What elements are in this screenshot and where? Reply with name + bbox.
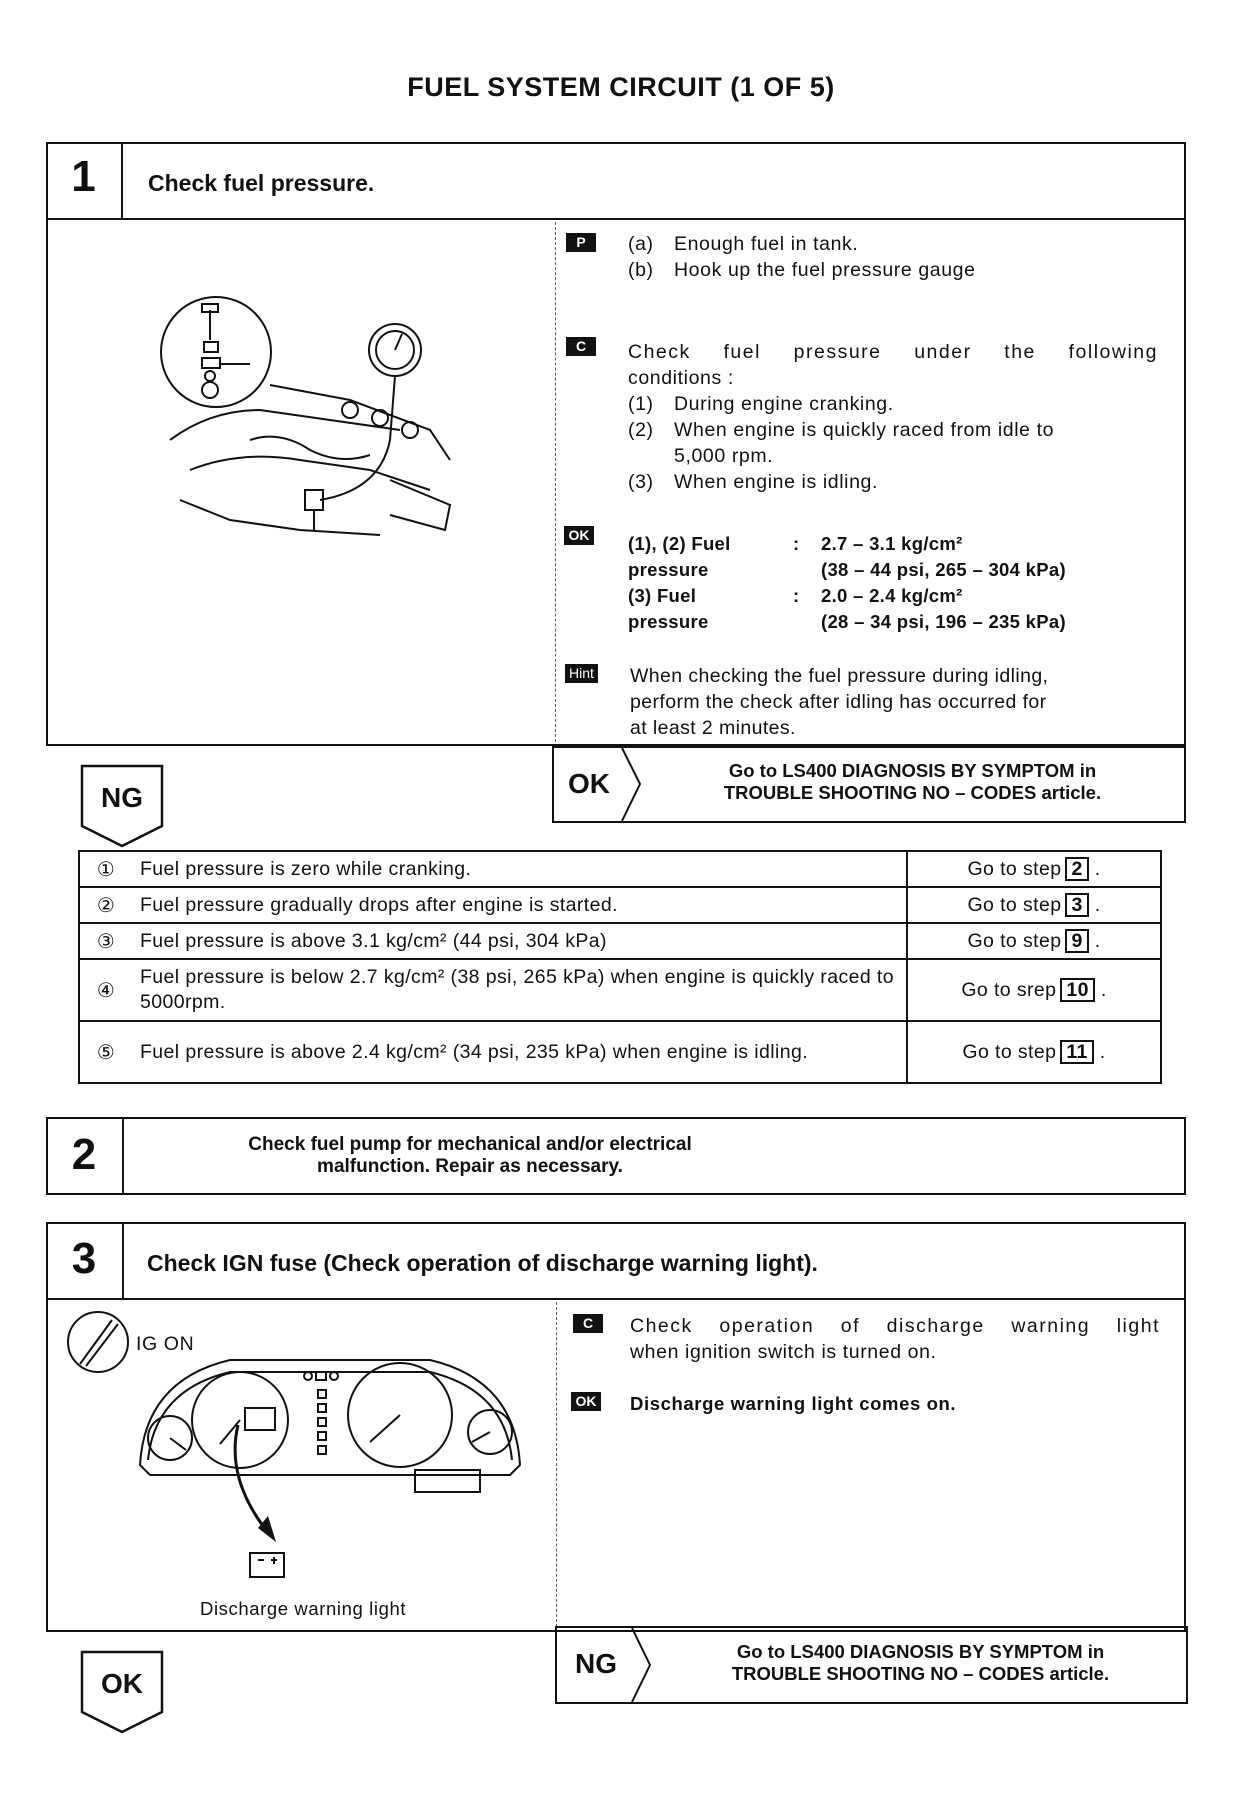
table-row: ④ Fuel pressure is below 2.7 kg/cm² (38 psi, 265 kPa) when engine is quickly raced to 5000rpm. Go to srep 10 . (79, 959, 1161, 1021)
step-link[interactable]: 9 (1065, 929, 1088, 953)
step3-number: 3 (71, 1234, 97, 1283)
page-title: FUEL SYSTEM CIRCUIT (1 OF 5) (407, 72, 835, 102)
ng-label: NG (101, 782, 143, 813)
step3-check-text: Check operation of discharge warning light when ignition switch is turned on. (630, 1315, 1160, 1363)
table-row: ① Fuel pressure is zero while cranking. Go to step 2 . (79, 851, 1161, 887)
fuel-pressure-gauge-illustration (150, 290, 470, 550)
step2-text: Check fuel pump for mechanical and/or electrical malfunction. Repair as necessary. (248, 1134, 692, 1177)
check-badge: C (573, 1314, 603, 1333)
list-item: (3) When engine is idling. (628, 471, 878, 493)
instrument-cluster-illustration (130, 1320, 530, 1600)
ok-label: OK (568, 768, 610, 799)
step3-heading: Check IGN fuse (Check operation of discharge warning light). (147, 1250, 818, 1276)
prep-badge: P (566, 233, 596, 252)
ng-label: NG (575, 1648, 617, 1679)
ok-badge: OK (564, 526, 594, 545)
ng-goto-text: Go to LS400 DIAGNOSIS BY SYMPTOM in TROUBLE SHOOTING NO – CODES article. (731, 1641, 1110, 1684)
ok-badge: OK (571, 1392, 601, 1411)
ok-label: OK (101, 1668, 143, 1699)
pressure-spec: (1), (2) Fuel : 2.7 – 3.1 kg/cm² pressure (38 – 44 psi, 265 – 304 kPa) (3) Fuel : 2.0 – 2.4 kg/cm² pressure (28 – 34 psi, 196 – 235 kPa) (628, 533, 1066, 632)
list-item: (a) Enough fuel in tank. (628, 233, 859, 255)
step-link[interactable]: 10 (1060, 978, 1095, 1002)
hint-text: When checking the fuel pressure during idling, perform the check after idling has occurred for at least 2 minutes. (630, 665, 1049, 739)
ok-goto-text: Go to LS400 DIAGNOSIS BY SYMPTOM in TROUBLE SHOOTING NO – CODES article. (723, 760, 1102, 803)
prep-list (628, 231, 1158, 283)
table-row: ② Fuel pressure gradually drops after engine is started. Go to step 3 . (79, 887, 1161, 923)
table-row: ③ Fuel pressure is above 3.1 kg/cm² (44 psi, 304 kPa) Go to step 9 . (79, 923, 1161, 959)
step-link[interactable]: 11 (1060, 1040, 1093, 1064)
ig-on-label: IG ON (136, 1333, 195, 1355)
list-item: (2) When engine is quickly raced from idle to (628, 419, 1055, 441)
step2-number: 2 (71, 1130, 97, 1179)
table-row: ⑤ Fuel pressure is above 2.4 kg/cm² (34 psi, 235 kPa) when engine is idling. Go to step 11 . (79, 1021, 1161, 1083)
results-table (78, 850, 1162, 1084)
check-conditions: Check fuel pressure under the following conditions : (1) During engine cranking. (2) When engine is quickly raced from idle to 5,000 rpm. (3) When engine is idling. (628, 341, 1158, 493)
list-item: (1) During engine cranking. (628, 393, 894, 415)
step3-ok-text: Discharge warning light comes on. (630, 1393, 957, 1414)
step1-number: 1 (71, 152, 96, 201)
check-badge: C (566, 337, 596, 356)
hint-badge: Hint (565, 664, 598, 683)
step-link[interactable]: 3 (1065, 893, 1088, 917)
list-item: (b) Hook up the fuel pressure gauge (628, 259, 976, 281)
discharge-light-label: Discharge warning light (200, 1598, 407, 1619)
step1-heading: Check fuel pressure. (148, 170, 375, 196)
step-link[interactable]: 2 (1065, 857, 1088, 881)
